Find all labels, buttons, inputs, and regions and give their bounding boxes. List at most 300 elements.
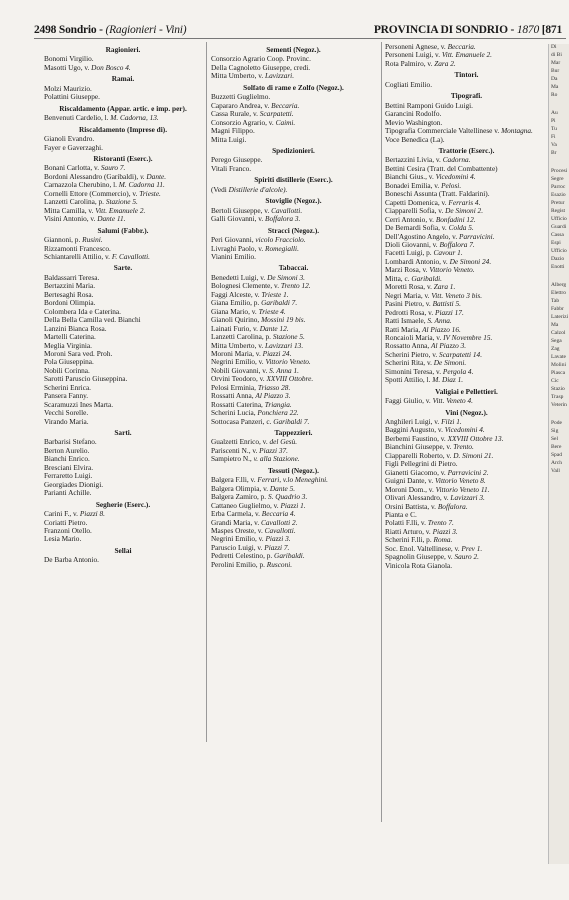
entry-address: Pelosi. xyxy=(441,181,462,190)
edge-fragment: Regist xyxy=(551,208,566,214)
edge-fragment: Ro xyxy=(551,92,558,98)
section-heading: Tappezzieri. xyxy=(274,428,313,438)
directory-entry xyxy=(385,494,548,502)
entry-name: De Bernardi Sofia, v. xyxy=(385,224,447,233)
directory-entry xyxy=(211,110,376,118)
entry-address: Vittorio Veneto 8. xyxy=(435,477,486,486)
entry-name: Facetti Luigi, p. xyxy=(385,249,432,258)
entry-name: Franzoni Otello. xyxy=(44,527,92,536)
directory-entry xyxy=(44,510,202,518)
entry-name: Sarotti Paruscio Giuseppina. xyxy=(44,375,128,384)
section-heading: Vini (Negoz.). xyxy=(445,407,488,417)
column-divider-1 xyxy=(206,42,207,742)
entry-address: De Simoni. xyxy=(433,359,467,368)
directory-entry xyxy=(211,127,376,135)
entry-name: Nobili Corinna. xyxy=(44,366,90,375)
entry-name: Masotti Ugo, v. xyxy=(44,63,90,72)
directory-entry xyxy=(211,165,376,173)
section-heading: Riscaldamento (Imprese di). xyxy=(78,124,168,134)
edge-fragment: Sel xyxy=(551,436,559,442)
section-heading: Sarti. xyxy=(114,428,132,438)
directory-entry xyxy=(385,418,548,426)
entry-address: Trento 7. xyxy=(427,519,454,528)
edge-fragment: Laterizi xyxy=(551,314,569,320)
entry-name: Scherini Pietro, v. xyxy=(385,350,438,359)
entry-name: Mitta Umberto, v. xyxy=(211,341,264,350)
next-page-number: [871 xyxy=(541,24,562,36)
entry-name: Personeni Luigi, v. xyxy=(385,51,441,60)
entry-name: Grandi Maria, v. xyxy=(211,518,260,527)
directory-entry xyxy=(385,241,548,249)
entry-address: Boffalora. xyxy=(437,502,468,511)
directory-entry xyxy=(44,375,202,383)
entry-address: Cavour 1. xyxy=(433,249,463,258)
directory-entry xyxy=(385,110,548,118)
section-heading: Stoviglie (Negoz.). xyxy=(265,196,322,206)
directory-entry xyxy=(211,325,376,333)
entry-name: Pianta e C. xyxy=(385,511,417,520)
directory-entry xyxy=(385,136,548,144)
entry-name: Carini F., v. xyxy=(44,510,79,519)
edge-fragment: di Bi xyxy=(551,52,562,58)
section-heading: Tipografi. xyxy=(450,91,483,101)
entry-name: Marzi Rosa, v. xyxy=(385,266,428,275)
entry-name: Virando Maria. xyxy=(44,417,89,426)
entry-name: Dell'Agostino Angelo, v. xyxy=(385,232,458,241)
entry-name: Figli Pellegrini di Pietro. xyxy=(385,460,458,469)
directory-entry xyxy=(385,309,548,317)
directory-entry xyxy=(44,418,202,426)
entry-name: Peri Giovanni, xyxy=(211,236,254,245)
entry-address: Vitt. Veneto 4. xyxy=(432,397,473,406)
entry-name: Bertoli Giuseppe, v. xyxy=(211,206,270,215)
edge-fragment: Calzol xyxy=(551,330,566,336)
entry-name: Simonini Teresa, v. xyxy=(385,367,442,376)
section-heading: Ragionieri. xyxy=(105,45,141,54)
directory-entry xyxy=(211,253,376,261)
entry-name: Bertesaghi Rosa. xyxy=(44,290,94,299)
directory-entry xyxy=(44,384,202,392)
directory-entry xyxy=(44,207,202,215)
section-heading: Sementi (Negoz.). xyxy=(266,45,321,54)
directory-entry xyxy=(211,392,376,400)
directory-entry xyxy=(385,486,548,494)
directory-entry xyxy=(211,72,376,80)
entry-name: Ratti Ismaele, xyxy=(385,317,426,326)
directory-entry xyxy=(385,553,548,561)
entry-address: Trento 12. xyxy=(280,282,311,291)
section-heading: Spedizionieri. xyxy=(272,145,315,155)
entry-name: Perolini Emilio, p. xyxy=(211,560,265,569)
header-left: 2498 Sondrio - (Ragionieri - Vini) xyxy=(34,24,187,36)
directory-entry xyxy=(385,51,548,59)
entry-name: Vecchi Sorelle. xyxy=(44,409,89,418)
entry-address: Cavallotti 2. xyxy=(261,518,298,527)
directory-entry xyxy=(44,308,202,316)
entry-address: Piazzi 3. xyxy=(432,527,458,536)
directory-entry xyxy=(44,325,202,333)
entry-name: Lainati Furio, v. xyxy=(211,324,258,333)
entry-address: Mossini 19 bis. xyxy=(261,316,306,325)
entry-address: Sauro 2. xyxy=(454,553,479,562)
entry-address: Cavallotti. xyxy=(264,527,296,536)
entry-address: Scarpatetti 14. xyxy=(439,350,483,359)
directory-entry xyxy=(44,190,202,198)
section-heading: Trattorie (Eserc.). xyxy=(438,145,495,155)
directory-entry xyxy=(385,545,548,553)
directory-entry xyxy=(211,544,376,552)
entry-address: Beccaria. xyxy=(447,43,476,51)
entry-name: Mevio Washington. xyxy=(385,118,443,127)
entry-name: Bianchi Gius., v. xyxy=(385,173,434,182)
entry-name: Roncaioli Maria, v. xyxy=(385,333,442,342)
section-heading: Tintori. xyxy=(454,70,479,80)
edge-fragment: Molini xyxy=(551,362,566,368)
directory-entry xyxy=(211,519,376,527)
entry-name: Bolognesi Clemente, v. xyxy=(211,282,280,291)
entry-name: Pansera Fanny. xyxy=(44,392,89,401)
entry-address: Dante 5. xyxy=(269,484,296,493)
entry-name: Benedetti Luigi, v. xyxy=(211,273,266,282)
directory-entry xyxy=(44,299,202,307)
entry-name: Polattini Giuseppe. xyxy=(44,93,100,102)
directory-entry xyxy=(44,455,202,463)
entry-name: Mitta Camilla, v. xyxy=(44,206,94,215)
directory-entry xyxy=(385,426,548,434)
directory-entry xyxy=(211,102,376,110)
directory-entry xyxy=(211,299,376,307)
edge-fragment: Ufficio xyxy=(551,216,567,222)
directory-entry xyxy=(44,358,202,366)
section-heading: Riscaldamento (Appar. artic. e imp. per). xyxy=(59,103,187,113)
entry-name: Maspes Oreste, v. xyxy=(211,527,263,536)
directory-entry xyxy=(211,493,376,501)
entry-name: Barbarisi Stefano. xyxy=(44,438,97,447)
entry-address: Vittorio Veneto. xyxy=(265,358,311,367)
entry-name: Scherini F.lli, p. xyxy=(385,536,432,545)
entry-name: Schiantarelli Attilio, v. xyxy=(44,252,110,261)
entry-address: v. Dante. xyxy=(140,172,167,181)
entry-name: Baldassarri Teresa. xyxy=(44,273,100,282)
edge-fragment: Arch xyxy=(551,460,562,466)
edge-fragment: Enotti xyxy=(551,264,565,270)
edge-fragment: Br xyxy=(551,150,557,156)
edge-fragment: Pi xyxy=(551,118,556,124)
entry-name: Visini Antonio, v. xyxy=(44,215,96,224)
directory-entry xyxy=(44,527,202,535)
directory-entry xyxy=(211,274,376,282)
entry-name: Dioli Giovanni, v. xyxy=(385,240,438,249)
directory-entry xyxy=(385,342,548,350)
entry-address: Boffalora 3. xyxy=(265,215,301,224)
year-label: 1870 xyxy=(516,24,540,36)
entry-name: Benvenuti Cardelio, l. xyxy=(44,114,109,123)
section-heading: Ristoranti (Eserc.). xyxy=(93,153,153,163)
entry-name: Rossatti Anna, xyxy=(211,392,254,401)
entry-address: Garibaldi. xyxy=(274,552,305,561)
entry-address: XXVIII Ottobre 13. xyxy=(447,434,504,443)
entry-name: Moroni Maria, v. xyxy=(211,349,261,358)
directory-entry xyxy=(385,207,548,215)
directory-entry xyxy=(211,236,376,244)
directory-entry xyxy=(211,291,376,299)
entry-name: Buzzetti Guglielmo. xyxy=(211,93,271,102)
entry-address: Al Piazzo 3. xyxy=(431,342,467,351)
directory-entry xyxy=(44,135,202,143)
entry-name: Negrini Emilio, v. xyxy=(211,358,264,367)
entry-address: Zara 1. xyxy=(433,283,456,292)
entry-address: Al Piazzo 3. xyxy=(255,392,291,401)
category-range: (Ragionieri - Vini) xyxy=(105,24,187,36)
entry-name: Lombardi Antonio, v. xyxy=(385,257,448,266)
entry-name: Gianoli Quirino, xyxy=(211,316,260,325)
directory-entry xyxy=(385,224,548,232)
entry-address: Zara 2. xyxy=(434,59,456,68)
section-heading: Spiriti distillerie (Eserc.). xyxy=(254,175,333,185)
section-heading: Stracci (Negoz.). xyxy=(267,225,320,235)
directory-entry xyxy=(211,476,376,484)
entry-address: Vitt. Emanuele 2. xyxy=(95,206,146,215)
section-heading: Tabaccai. xyxy=(278,263,309,273)
entry-name: Rossatto Anna, xyxy=(385,342,430,351)
entry-address: Boffalora 7. xyxy=(439,240,475,249)
directory-entry xyxy=(385,275,548,283)
directory-entry xyxy=(211,156,376,164)
entry-name: Nobili Giovanni, v. xyxy=(211,366,268,375)
entry-address: Trieste. xyxy=(139,189,161,198)
edge-fragment: Stazio xyxy=(551,386,565,392)
header-right: PROVINCIA DI SONDRIO - 1870 [871 xyxy=(373,24,562,36)
directory-entry xyxy=(385,351,548,359)
entry-address: De Simoni 2. xyxy=(445,207,484,216)
directory-entry xyxy=(44,164,202,172)
entry-address: F. Cavallotti. xyxy=(111,252,151,261)
directory-entry xyxy=(385,397,548,405)
edge-fragment: Da xyxy=(551,76,558,82)
entry-name: Bonadei Emilia, v. xyxy=(385,181,440,190)
edge-fragment: Pretur xyxy=(551,200,565,206)
edge-fragment: Di xyxy=(551,44,557,50)
directory-entry xyxy=(44,316,202,324)
directory-entry xyxy=(211,93,376,101)
edge-fragment: Espi xyxy=(551,240,561,246)
entry-name: Magni Filippo. xyxy=(211,127,255,136)
directory-entry xyxy=(211,561,376,569)
directory-entry xyxy=(385,443,548,451)
edge-fragment: Cassa xyxy=(551,232,564,238)
entry-name: Vianini Emilio. xyxy=(211,252,256,261)
entry-name: Polatti F.lli, v. xyxy=(385,519,426,528)
directory-entry xyxy=(385,119,548,127)
directory-entry xyxy=(385,199,548,207)
entry-name: Ratti Maria, xyxy=(385,325,421,334)
directory-entry xyxy=(385,562,548,570)
directory-entry xyxy=(385,452,548,460)
edge-fragment: Piasca xyxy=(551,370,566,376)
entry-address: Lavizzari 3. xyxy=(450,494,485,503)
entry-name: Cornelli Ettore (Commercio), v. xyxy=(44,189,138,198)
edge-fragment: Zag xyxy=(551,346,560,352)
entry-name: Bianchi Enrico. xyxy=(44,455,90,464)
entry-address: M. Diaz 1. xyxy=(432,376,464,385)
directory-entry xyxy=(44,85,202,93)
entry-name: Bettini Cesira (Tratt. del Combattente) xyxy=(385,164,498,173)
edge-fragment: Pode xyxy=(551,420,562,426)
entry-address: M. Cadorna, 13. xyxy=(110,114,159,123)
entry-address: Filzi 1. xyxy=(441,418,462,427)
edge-fragment: Fi xyxy=(551,134,556,140)
directory-entry xyxy=(44,274,202,282)
directory-entry xyxy=(211,409,376,417)
directory-entry xyxy=(44,64,202,72)
directory-entry xyxy=(44,333,202,341)
directory-entry xyxy=(385,190,548,198)
entry-name: Ciapparelli Sofia, v. xyxy=(385,207,444,216)
edge-fragment: Spad xyxy=(551,452,562,458)
directory-entry xyxy=(385,156,548,164)
entry-name: (Vedi xyxy=(211,185,227,194)
entry-address: De Simoni 3. xyxy=(267,273,305,282)
directory-entry xyxy=(385,334,548,342)
entry-address: Prev 1. xyxy=(461,544,483,553)
entry-address: Vitt. Emanuele 2. xyxy=(441,51,493,60)
entry-address: Ferrari, v.lo Meneghini. xyxy=(257,476,328,485)
entry-address: Piazzi 8. xyxy=(79,510,105,519)
section-heading: Salumi (Fabbr.). xyxy=(97,225,149,235)
entry-name: Spagnolin Giuseppe, v. xyxy=(385,553,453,562)
directory-entry xyxy=(44,215,202,223)
edge-fragment: Bur xyxy=(551,68,560,74)
entry-name: Meglia Virginia. xyxy=(44,341,92,350)
entry-name: Baggini Augusto, v. xyxy=(385,426,443,435)
edge-fragment: Veterin xyxy=(551,402,567,408)
directory-entry xyxy=(211,438,376,446)
directory-entry xyxy=(44,472,202,480)
entry-name: Vinicola Rota Gianola. xyxy=(385,561,453,570)
edge-fragment: Procesi xyxy=(551,168,568,174)
entry-name: Bonani Carlotta, v. xyxy=(44,164,100,173)
edge-fragment: Ma xyxy=(551,322,559,328)
entry-name: Negrini Emilio, v. xyxy=(211,535,264,544)
entry-name: Pedretti Celestino, p. xyxy=(211,552,273,561)
directory-entry xyxy=(385,165,548,173)
entry-name: Pariscenti N., v. xyxy=(211,446,258,455)
entry-address: Al Piazzo 16. xyxy=(422,325,461,334)
directory-entry xyxy=(385,376,548,384)
entry-address: De Simoni 24. xyxy=(449,257,492,266)
entry-address: Lavizzari 13. xyxy=(265,341,304,350)
directory-entry xyxy=(385,258,548,266)
entry-address: Vitt. Veneto 3 bis. xyxy=(431,291,483,300)
entry-address: Lavizzari. xyxy=(265,72,295,81)
entry-name: Boneschi Assunta (Tratt. Faldarini). xyxy=(385,190,490,199)
edge-fragment: Bere xyxy=(551,444,562,450)
entry-name: Anghileri Luigi, v. xyxy=(385,418,440,427)
entry-address: Trieste 4. xyxy=(258,307,286,316)
entry-name: Berbemi Faustino, v. xyxy=(385,434,446,443)
directory-entry xyxy=(385,359,548,367)
entry-address: Garibaldi 7. xyxy=(273,417,310,426)
entry-name: Martelli Caterina. xyxy=(44,333,96,342)
entry-name: Perego Giuseppe. xyxy=(211,156,263,165)
directory-entry xyxy=(211,333,376,341)
directory-entry xyxy=(211,64,376,72)
directory-entry xyxy=(211,375,376,383)
entry-address: Piazzi 24. xyxy=(262,349,292,358)
directory-entry xyxy=(211,342,376,350)
entry-name: Scaramuzzi Ines Marta. xyxy=(44,400,114,409)
entry-name: Consorzio Agrario, v. xyxy=(211,118,274,127)
entry-name: Pedrotti Rosa, v. xyxy=(385,308,434,317)
entry-address: S. Anna. xyxy=(427,317,452,326)
edge-fragment: Parroc xyxy=(551,184,566,190)
edge-fragment: Mar xyxy=(551,60,561,66)
entry-address: vicolo Fracciolo. xyxy=(255,236,306,245)
directory-entry xyxy=(385,292,548,300)
directory-entry xyxy=(385,283,548,291)
entry-name: Gualzetti Enrico, v. xyxy=(211,438,268,447)
directory-entry xyxy=(44,173,202,181)
entry-name: Vitali Franco. xyxy=(211,164,252,173)
adjacent-page-edge xyxy=(548,44,569,864)
directory-entry xyxy=(211,455,376,463)
directory-entry xyxy=(385,460,548,468)
entry-name: Ciapparelli Roberto, v. xyxy=(385,451,452,460)
edge-fragment: Fabbr xyxy=(551,306,564,312)
directory-entry xyxy=(44,181,202,189)
entry-name: Scherini Rita, v. xyxy=(385,359,432,368)
entry-name: Pola Giuseppina. xyxy=(44,358,94,367)
entry-name: Lanzetti Carolina, p. xyxy=(211,333,271,342)
directory-entry xyxy=(44,342,202,350)
directory-entry xyxy=(211,55,376,63)
edge-fragment: Ufficio xyxy=(551,248,567,254)
entry-name: Georgiades Dionigi. xyxy=(44,480,104,489)
entry-address: Piazzi 3. xyxy=(265,535,291,544)
directory-entry xyxy=(211,447,376,455)
directory-entry xyxy=(385,435,548,443)
entry-address: Rusconi. xyxy=(266,560,293,569)
entry-address: Vicedomini 4. xyxy=(444,426,485,435)
directory-entry xyxy=(44,350,202,358)
entry-address: Cavallotti. xyxy=(271,206,303,215)
entry-name: Rota Palmiro, v. xyxy=(385,59,433,68)
entry-name: Ferraretto Luigi. xyxy=(44,472,93,481)
directory-entry xyxy=(385,317,548,325)
entry-name: Faggi Alceste, v. xyxy=(211,290,260,299)
page-header xyxy=(34,24,566,39)
directory-entry xyxy=(211,350,376,358)
entry-name: Faggi Giulio, v. xyxy=(385,397,431,406)
directory-entry xyxy=(211,186,376,194)
entry-name: Moroni Dom., v. xyxy=(385,485,434,494)
directory-entry xyxy=(211,552,376,560)
entry-name: Cerri Antonio, v. xyxy=(385,215,434,224)
edge-fragment: Sega xyxy=(551,338,562,344)
entry-name: Tipografia Commerciale Valtellinese v. xyxy=(385,127,500,136)
directory-entry xyxy=(44,144,202,152)
entry-address: S. Anna 1. xyxy=(269,366,299,375)
section-heading: Tessuti (Negoz.). xyxy=(267,465,319,475)
directory-column-3 xyxy=(385,43,548,570)
edge-fragment: Alberg xyxy=(551,282,567,288)
entry-address: Ferraris 4. xyxy=(448,198,481,207)
directory-entry xyxy=(385,182,548,190)
entry-address: M. Cadorna 11. xyxy=(118,181,165,190)
entry-name: Mitta Umberto, v. xyxy=(211,72,264,81)
directory-entry xyxy=(211,119,376,127)
directory-entry xyxy=(211,485,376,493)
